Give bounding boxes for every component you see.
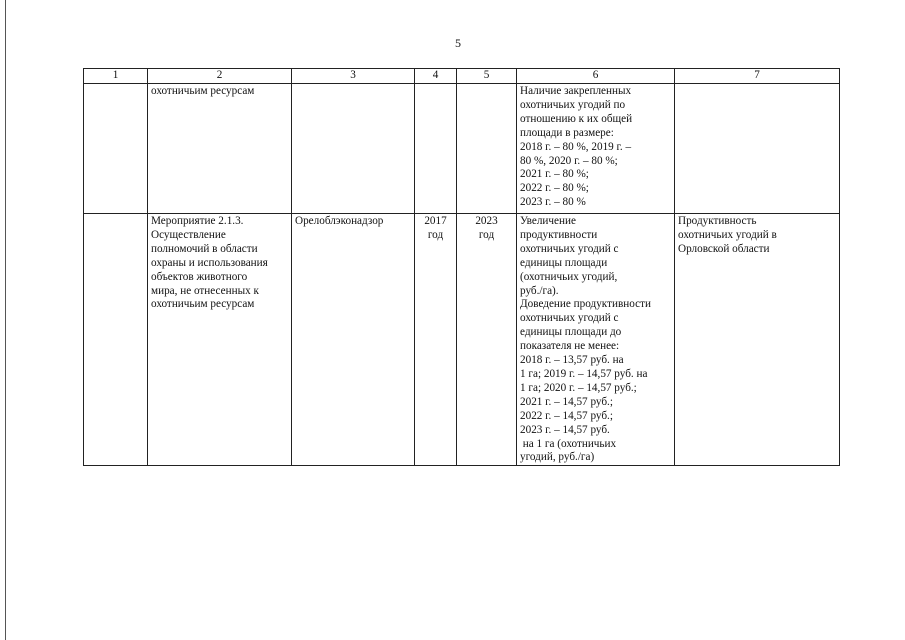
cell-empty bbox=[84, 214, 148, 466]
cell-empty bbox=[457, 84, 517, 214]
column-number-4: 4 bbox=[415, 69, 457, 84]
text-line: 2022 г. – 80 %; bbox=[520, 182, 589, 195]
text-line: охотничьих угодий с bbox=[520, 312, 619, 325]
table-row-measure-2-1-3 bbox=[84, 214, 840, 466]
cell-expected-result bbox=[517, 214, 675, 466]
text-line: единицы площади до bbox=[520, 326, 622, 339]
table-row-continued bbox=[84, 84, 840, 214]
text-line: 2018 г. – 13,57 руб. на bbox=[520, 354, 624, 367]
text-line: год bbox=[427, 228, 444, 241]
cell-empty bbox=[292, 84, 415, 214]
text-line: 2018 г. – 80 %, 2019 г. – bbox=[520, 140, 632, 153]
text-line: год bbox=[478, 228, 495, 241]
text-line: Мероприятие 2.1.3. bbox=[151, 215, 244, 227]
column-number-6: 6 bbox=[517, 69, 675, 84]
column-number-5: 5 bbox=[457, 69, 517, 84]
column-number-3: 3 bbox=[292, 69, 415, 84]
text-line: охотничьим ресурсам bbox=[151, 298, 255, 311]
cell-responsible-executor bbox=[292, 214, 415, 466]
text-line: охотничьих угодий в bbox=[678, 228, 777, 241]
program-table bbox=[83, 68, 840, 466]
text-line: охраны и использования bbox=[151, 256, 268, 269]
text-line: единицы площади bbox=[520, 256, 608, 269]
column-number-2: 2 bbox=[148, 69, 292, 84]
column-number-7: 7 bbox=[675, 69, 840, 84]
text-line: Наличие закрепленных bbox=[520, 85, 632, 97]
text-line: объектов животного bbox=[151, 270, 248, 283]
text-line: охотничьих угодий с bbox=[520, 242, 619, 255]
text-line: 2023 bbox=[475, 215, 498, 227]
text-line: (охотничьих угодий, bbox=[520, 270, 618, 283]
text-line: отношению к их общей bbox=[520, 112, 633, 125]
text-line: руб./га). bbox=[520, 284, 559, 297]
text-line: охотничьих угодий по bbox=[520, 98, 626, 111]
text-line: Осуществление bbox=[151, 228, 226, 241]
cell-measure-name-continued bbox=[148, 84, 292, 214]
text-line: 2022 г. – 14,57 руб.; bbox=[520, 409, 613, 422]
column-number-1: 1 bbox=[84, 69, 148, 84]
text-line: 2021 г. – 80 %; bbox=[520, 168, 589, 181]
text-line: угодий, руб./га) bbox=[520, 451, 595, 464]
cell-empty bbox=[84, 84, 148, 214]
text-line: 80 %, 2020 г. – 80 %; bbox=[520, 154, 618, 167]
text-line: на 1 га (охотничьих bbox=[520, 437, 617, 450]
text-line: Орелоблэконадзор bbox=[295, 215, 384, 227]
cell-measure-name bbox=[148, 214, 292, 466]
page-binding-line bbox=[5, 0, 6, 640]
text-line: Доведение продуктивности bbox=[520, 298, 651, 311]
text-line: Увеличение bbox=[520, 215, 576, 227]
text-line: 1 га; 2019 г. – 14,57 руб. на bbox=[520, 367, 648, 380]
text-line: 2023 г. – 80 % bbox=[520, 196, 586, 209]
text-line: 2021 г. – 14,57 руб.; bbox=[520, 395, 613, 408]
text-line: площади в размере: bbox=[520, 126, 614, 139]
text-line: показателя не менее: bbox=[520, 340, 620, 353]
text-line: охотничьим ресурсам bbox=[151, 85, 255, 97]
page-number: 5 bbox=[455, 36, 461, 50]
text-line: полномочий в области bbox=[151, 242, 258, 255]
text-line: продуктивности bbox=[520, 228, 598, 241]
text-line: Орловской области bbox=[678, 242, 770, 255]
cell-target-indicator bbox=[675, 214, 840, 466]
text-line: Продуктивность bbox=[678, 215, 757, 227]
cell-indicator-continued bbox=[517, 84, 675, 214]
text-line: мира, не отнесенных к bbox=[151, 284, 259, 297]
cell-start-year bbox=[415, 214, 457, 466]
cell-empty bbox=[675, 84, 840, 214]
text-line: 2017 bbox=[424, 215, 447, 227]
text-line: 1 га; 2020 г. – 14,57 руб.; bbox=[520, 381, 637, 394]
cell-empty bbox=[415, 84, 457, 214]
column-number-row bbox=[84, 69, 840, 84]
text-line: 2023 г. – 14,57 руб. bbox=[520, 423, 610, 436]
cell-end-year bbox=[457, 214, 517, 466]
